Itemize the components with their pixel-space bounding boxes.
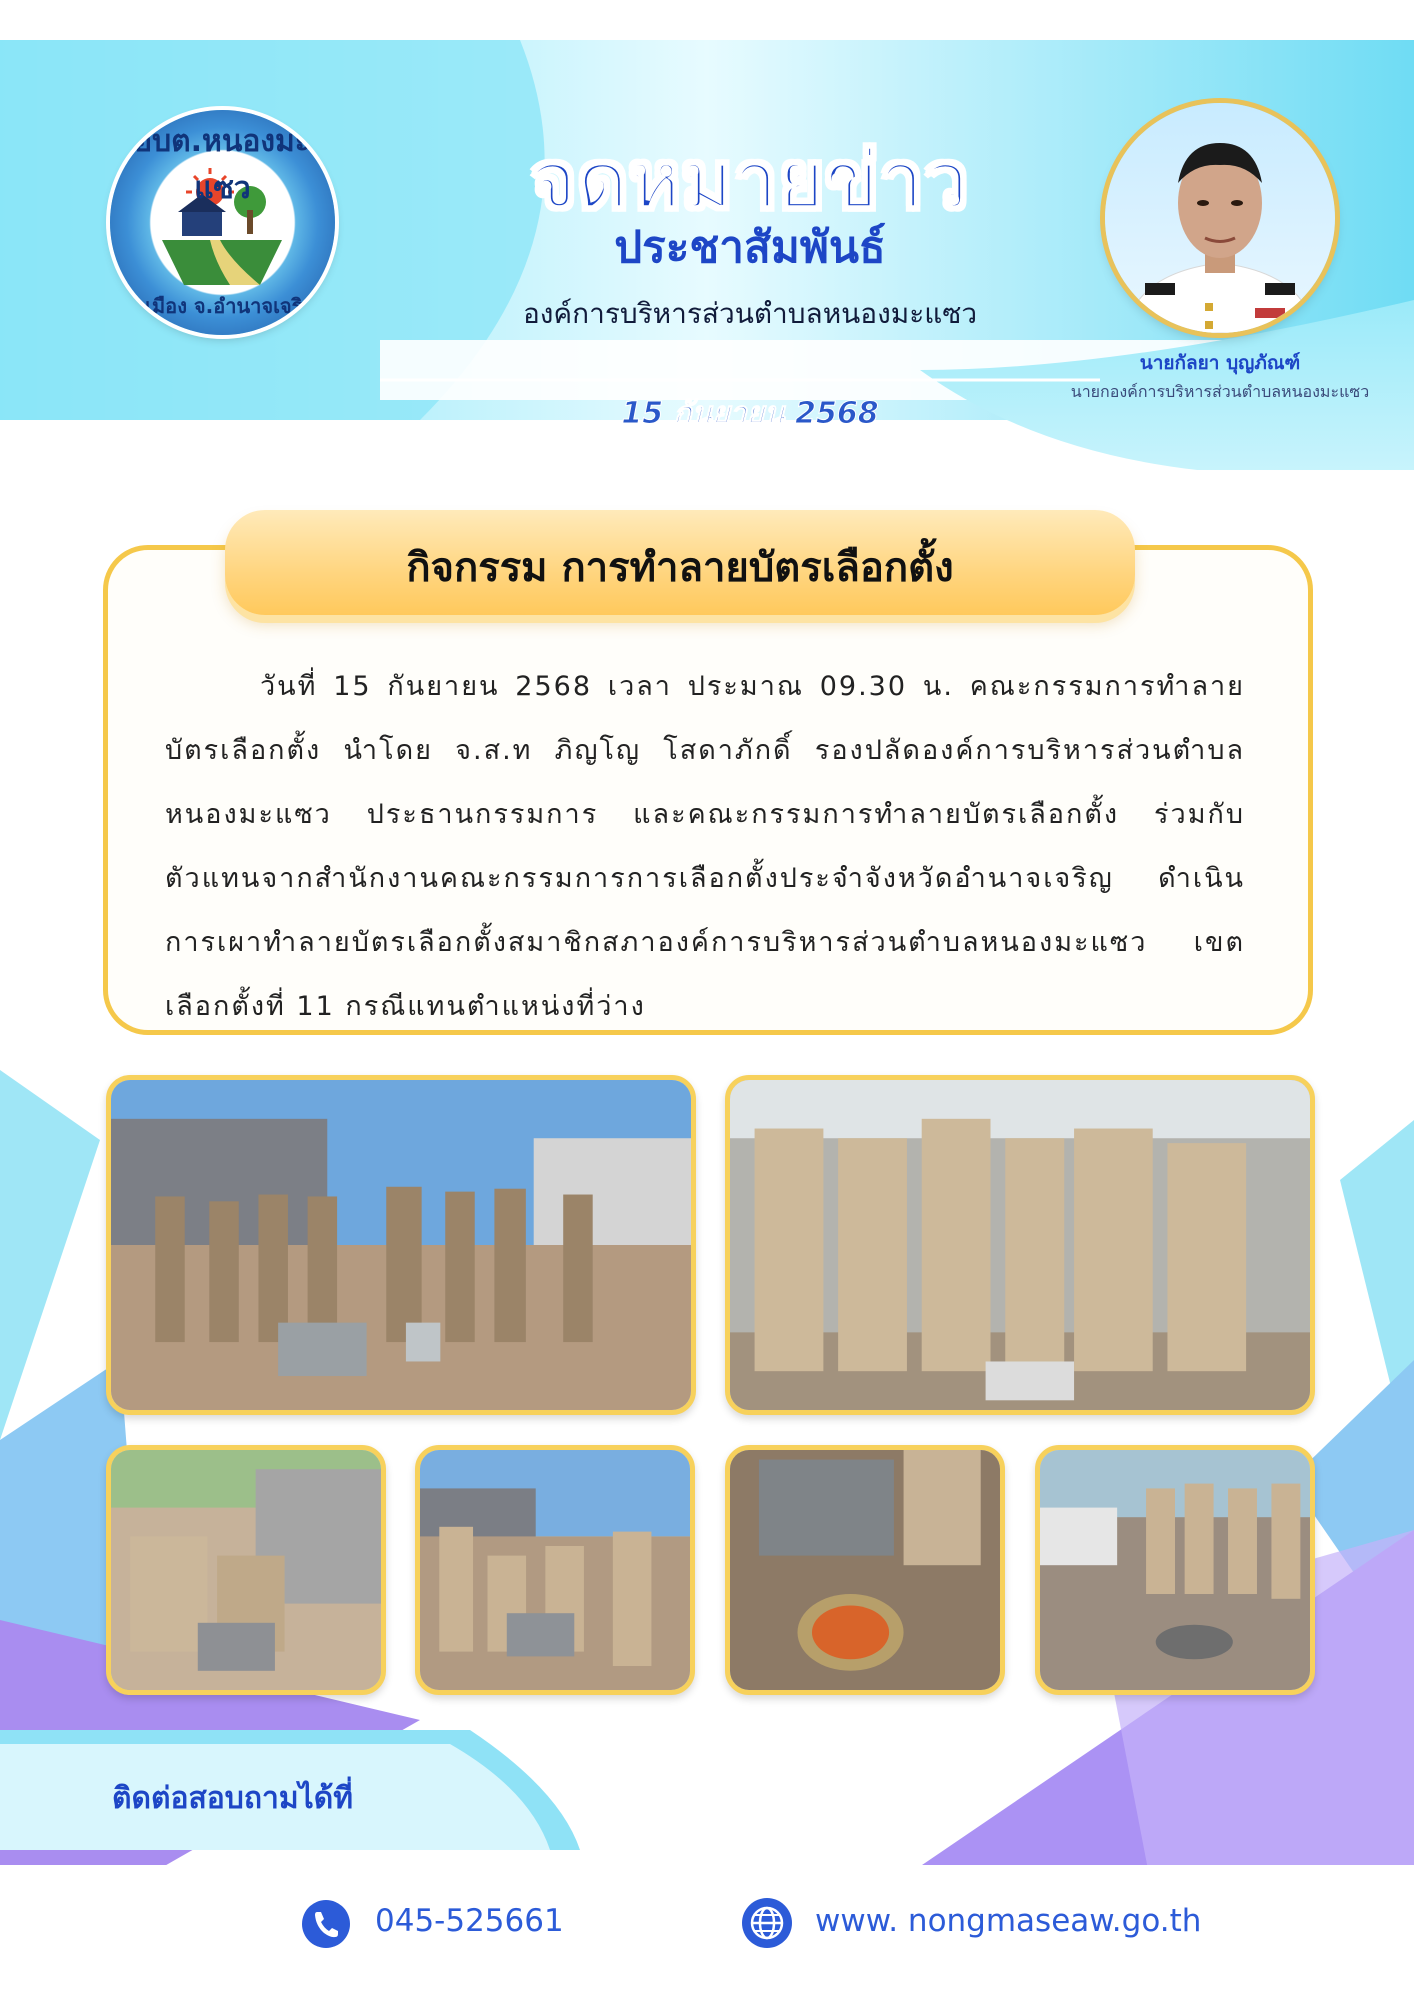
contact-label: ติดต่อสอบถามได้ที่ <box>112 1781 353 1816</box>
activity-heading: กิจกรรม การทำลายบัตรเลือกตั้ง <box>406 545 954 591</box>
person-portrait-icon <box>1105 103 1335 333</box>
official-portrait <box>1105 103 1335 333</box>
website-link[interactable]: www. nongmaseaw.go.th <box>815 1903 1202 1939</box>
photo-group-road <box>106 1075 696 1415</box>
organization-name: องค์การบริหารส่วนตำบลหนองมะแซว <box>522 297 978 330</box>
newsletter-title: จดหมายข่าว <box>530 136 970 226</box>
official-position: นายกองค์การบริหารส่วนตำบลหนองมะแซว <box>1070 382 1370 401</box>
issue-date: 15 กันยายน 2568 <box>621 396 879 431</box>
newsletter-subtitle: ประชาสัมพันธ์ <box>614 222 886 273</box>
activity-description: วันที่ 15 กันยายน 2568 เวลา ประมาณ 09.30 น. คณะกรรมการทำลายบัตรเลือกตั้ง นำโดย จ.ส.ท ภิญโญ โสดาภักดิ์ รองปลัดองค์การบริหารส่วนตำบลหนองมะแซว ประธานกรรมการ และคณะกรรมการทำลายบัตรเลือกตั้ง ร่วมกับตัวแทนจากสำนักงานคณะกรรมการการเลือกตั้งประจำจังหวัดอำนาจเจริญ ดำเนินการเผาทำลายบัตรเลือกตั้งสมาชิกสภาองค์การบริหารส่วนตำบลหนองมะแซว เขตเลือกตั้งที่ 11 กรณีแทนตำแหน่งที่ว่าง <box>165 671 1245 1022</box>
official-name: นายกัลยา บุญภัณฑ์ <box>1139 352 1301 374</box>
photo-ash-ground <box>1035 1445 1315 1695</box>
photo-opening-box <box>106 1445 386 1695</box>
logo-text-bottom: อ.เมือง จ.อำนาจเจริญ <box>125 294 320 318</box>
logo-text-top: อบต.หนองมะแซว <box>134 124 311 206</box>
organization-logo <box>110 110 335 335</box>
footer <box>0 1865 1414 2000</box>
photo-burning-bin <box>725 1445 1005 1695</box>
photo-group-portrait <box>725 1075 1315 1415</box>
phone-icon <box>302 1900 350 1948</box>
photo-handling-ballots <box>415 1445 695 1695</box>
globe-icon <box>742 1898 792 1948</box>
phone-number[interactable]: 045-525661 <box>375 1903 564 1939</box>
